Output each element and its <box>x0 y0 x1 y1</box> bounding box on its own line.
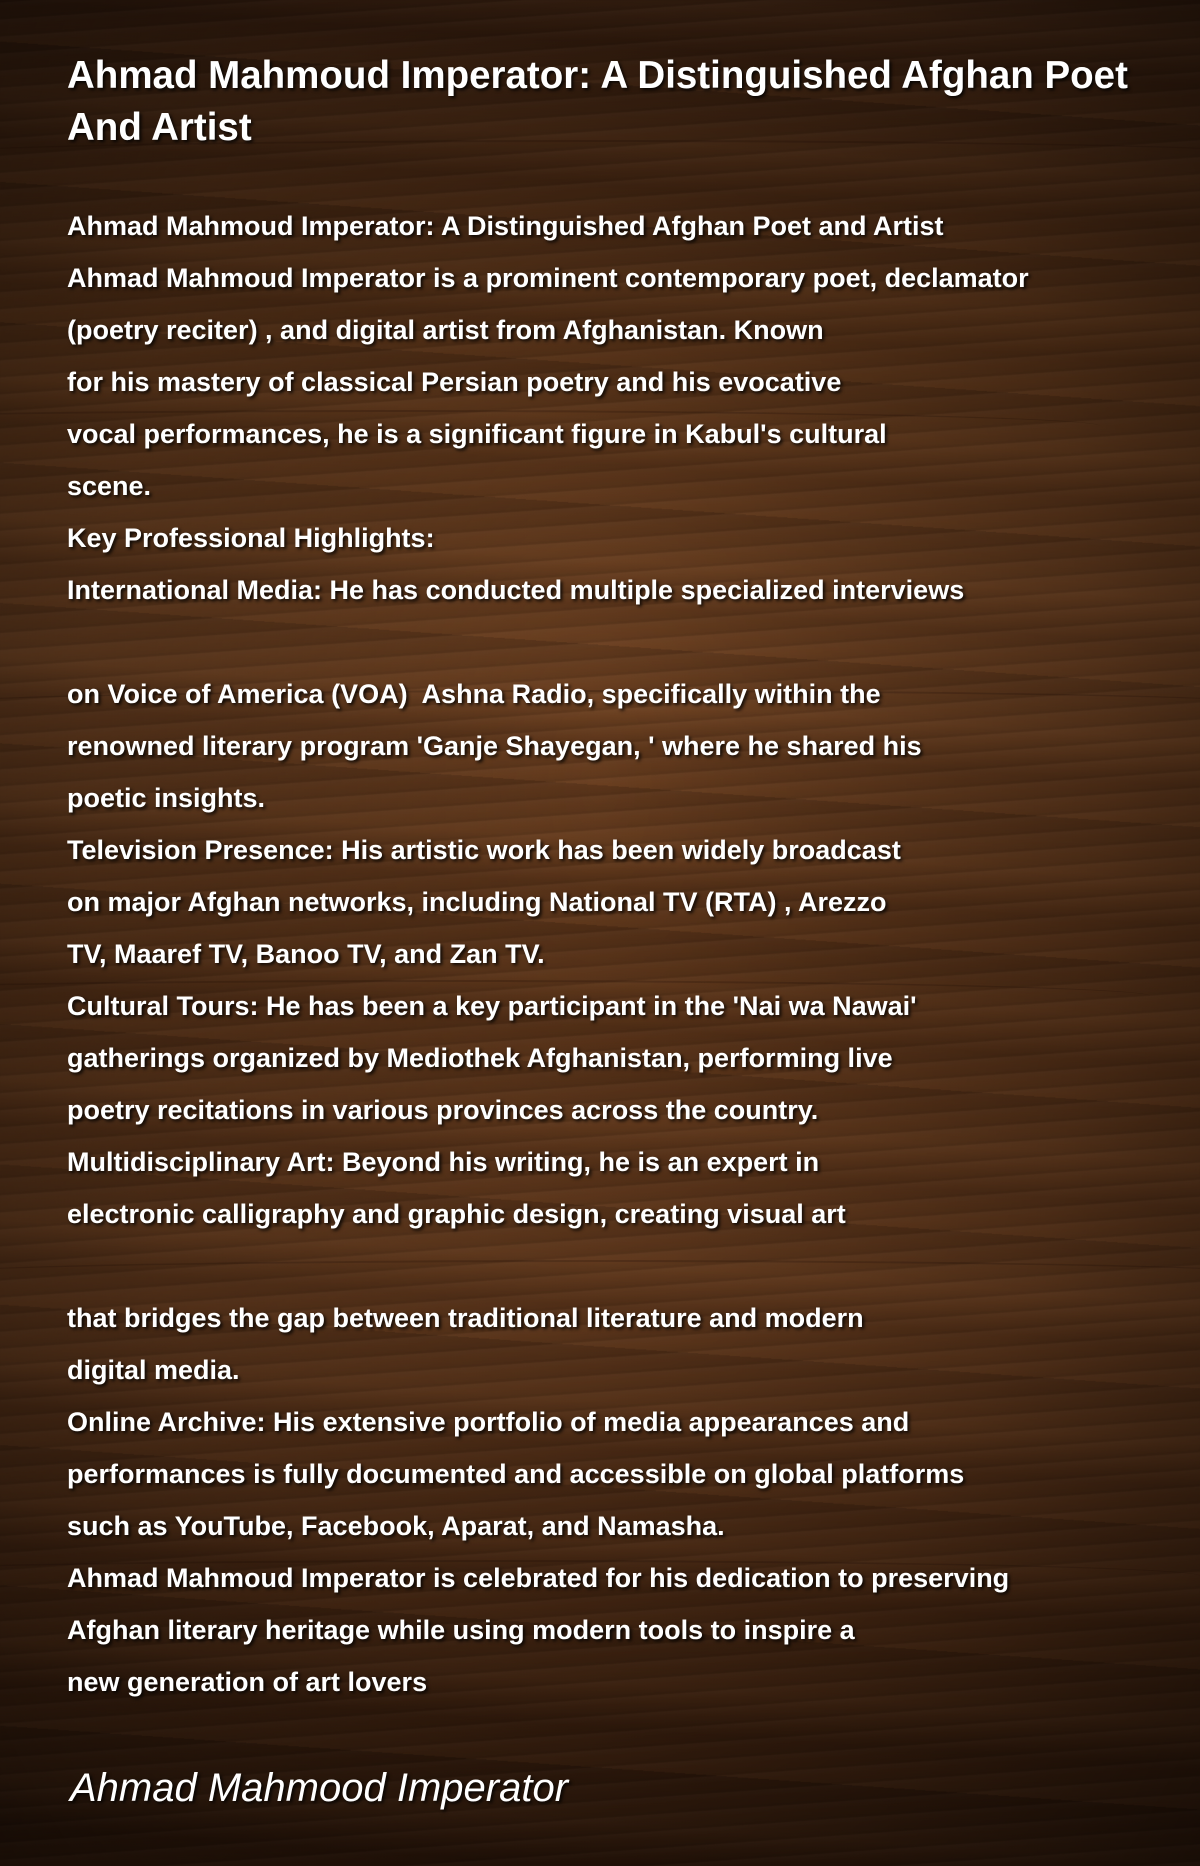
poem-line: Television Presence: His artistic work has been widely broadcast <box>67 835 901 865</box>
poem-line: on Voice of America (VOA) Ashna Radio, specifically within the <box>67 679 881 709</box>
poem-line: TV, Maaref TV, Banoo TV, and Zan TV. <box>67 939 545 969</box>
poem-line: poetry recitations in various provinces across the country. <box>67 1095 819 1125</box>
poem-line: Multidisciplinary Art: Beyond his writing, he is an expert in <box>67 1147 820 1177</box>
poem-line: for his mastery of classical Persian poetry and his evocative <box>67 367 842 397</box>
poem-title: Ahmad Mahmoud Imperator: A Distinguished Afghan Poet And Artist <box>67 54 1128 149</box>
poem-body <box>67 200 1200 1708</box>
poem-line <box>67 616 1200 668</box>
author-signature: Ahmad Mahmood Imperator <box>70 1766 569 1810</box>
poem-line: poetic insights. <box>67 783 266 813</box>
poem-line: International Media: He has conducted multiple specialized interviews <box>67 575 965 605</box>
poem-line: Cultural Tours: He has been a key participant in the 'Nai wa Nawai' <box>67 991 917 1021</box>
poem-line: performances is fully documented and accessible on global platforms <box>67 1459 965 1489</box>
poem-line: Ahmad Mahmoud Imperator: A Distinguished Afghan Poet and Artist <box>67 211 944 241</box>
poem-line: electronic calligraphy and graphic design, creating visual art <box>67 1199 846 1229</box>
poem-line: Online Archive: His extensive portfolio of media appearances and <box>67 1407 910 1437</box>
poem-line: Ahmad Mahmoud Imperator is a prominent contemporary poet, declamator <box>67 263 1029 293</box>
poem-line: scene. <box>67 471 152 501</box>
poem-line: renowned literary program 'Ganje Shayegan, ' where he shared his <box>67 731 922 761</box>
poem-line: Ahmad Mahmoud Imperator is celebrated for his dedication to preserving <box>67 1563 1010 1593</box>
poem-line: such as YouTube, Facebook, Aparat, and Namasha. <box>67 1511 725 1541</box>
poem-line: (poetry reciter) , and digital artist from Afghanistan. Known <box>67 315 824 345</box>
poem-line: vocal performances, he is a significant figure in Kabul's cultural <box>67 419 887 449</box>
poem-line: new generation of art lovers <box>67 1667 428 1697</box>
poem-line <box>67 1240 1200 1292</box>
poem-line: on major Afghan networks, including National TV (RTA) , Arezzo <box>67 887 887 917</box>
poem-line: Afghan literary heritage while using modern tools to inspire a <box>67 1615 855 1645</box>
poem-line: that bridges the gap between traditional literature and modern <box>67 1303 864 1333</box>
poem-line: digital media. <box>67 1355 240 1385</box>
poem-line: Key Professional Highlights: <box>67 523 435 553</box>
poem-line: gatherings organized by Mediothek Afghanistan, performing live <box>67 1043 893 1073</box>
